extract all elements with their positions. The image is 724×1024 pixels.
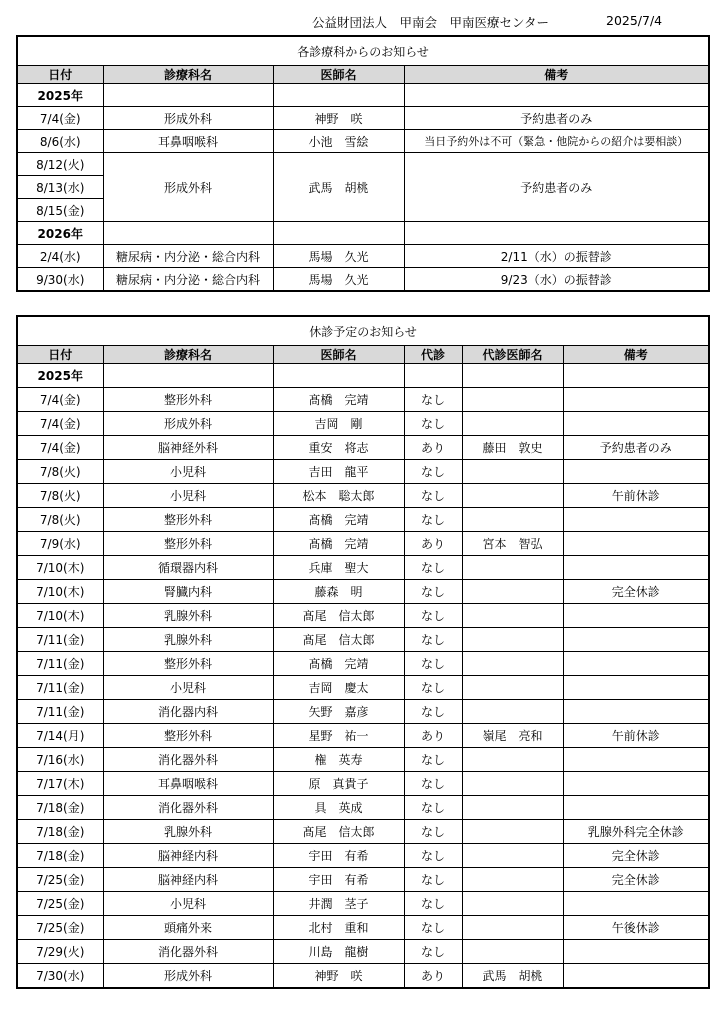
- year-label: 2026年: [17, 222, 103, 245]
- doctor-cell: 川島 龍樹: [273, 940, 404, 964]
- table-row: [17, 436, 709, 460]
- substitute-cell: なし: [404, 676, 462, 700]
- department-cell: 小児科: [103, 484, 273, 508]
- substitute-doctor-cell: 嶺尾 亮和: [462, 724, 563, 748]
- substitute-cell: なし: [404, 916, 462, 940]
- doctor-cell: 神野 咲: [273, 107, 404, 130]
- remarks-cell: [563, 772, 709, 796]
- department-cell: 頭痛外来: [103, 916, 273, 940]
- date-cell: 7/4(金): [17, 412, 103, 436]
- date-cell: 7/4(金): [17, 107, 103, 130]
- remarks-cell: [563, 532, 709, 556]
- date-cell: 7/8(火): [17, 508, 103, 532]
- table-row: [17, 724, 709, 748]
- date-cell: 7/16(水): [17, 748, 103, 772]
- doctor-cell: 宇田 有希: [273, 868, 404, 892]
- date-cell: 7/8(火): [17, 460, 103, 484]
- date-cell: 7/10(木): [17, 556, 103, 580]
- remarks-cell: [563, 412, 709, 436]
- remarks-cell: [563, 964, 709, 989]
- date-cell: 7/18(金): [17, 796, 103, 820]
- table-row: [17, 676, 709, 700]
- department-cell: 形成外科: [103, 964, 273, 989]
- table-row: [17, 820, 709, 844]
- table-row: [17, 107, 709, 130]
- substitute-doctor-cell: 藤田 敦史: [462, 436, 563, 460]
- substitute-doctor-cell: [462, 676, 563, 700]
- department-cell: 耳鼻咽喉科: [103, 130, 273, 153]
- department-cell: 消化器外科: [103, 748, 273, 772]
- substitute-cell: なし: [404, 460, 462, 484]
- remarks-cell: 乳腺外科完全休診: [563, 820, 709, 844]
- table-row: [17, 916, 709, 940]
- remarks-cell: [563, 748, 709, 772]
- remarks-cell: [563, 892, 709, 916]
- department-cell: 整形外科: [103, 652, 273, 676]
- department-cell: 整形外科: [103, 388, 273, 412]
- department-cell: 形成外科: [103, 107, 273, 130]
- department-cell: 乳腺外科: [103, 604, 273, 628]
- table-row: [17, 130, 709, 153]
- document-date: 2025/7/4: [606, 13, 663, 28]
- table-row: [17, 460, 709, 484]
- substitute-cell: なし: [404, 652, 462, 676]
- column-header-doctor: 医師名: [273, 66, 404, 84]
- column-header-remarks: 備考: [404, 66, 709, 84]
- doctor-cell: 藤森 明: [273, 580, 404, 604]
- doctor-cell: 吉岡 慶太: [273, 676, 404, 700]
- table-row: [17, 964, 709, 989]
- remarks-cell: 午前休診: [563, 484, 709, 508]
- date-cell: 7/25(金): [17, 892, 103, 916]
- table-row: [17, 892, 709, 916]
- organization-name: 公益財団法人 甲南会 甲南医療センター: [312, 15, 550, 30]
- substitute-doctor-cell: [462, 916, 563, 940]
- table-row: [17, 844, 709, 868]
- substitute-cell: あり: [404, 436, 462, 460]
- doctor-cell: 吉田 龍平: [273, 460, 404, 484]
- substitute-cell: なし: [404, 796, 462, 820]
- date-cell: 7/8(火): [17, 484, 103, 508]
- remarks-cell: [563, 796, 709, 820]
- date-cell: 8/12(火): [17, 153, 103, 176]
- remarks-cell: 当日予約外は不可（緊急・他院からの紹介は要相談）: [404, 130, 709, 153]
- substitute-doctor-cell: [462, 844, 563, 868]
- column-header-remarks: 備考: [563, 346, 709, 364]
- remarks-cell: 午後休診: [563, 916, 709, 940]
- date-cell: 8/15(金): [17, 199, 103, 222]
- year-row: [17, 364, 709, 388]
- closure-schedule-table: [16, 315, 710, 989]
- column-header-department: 診療科名: [103, 66, 273, 84]
- doctor-cell: 兵庫 聖大: [273, 556, 404, 580]
- substitute-cell: なし: [404, 700, 462, 724]
- date-cell: 7/14(月): [17, 724, 103, 748]
- year-label: 2025年: [17, 84, 103, 107]
- substitute-cell: なし: [404, 940, 462, 964]
- doctor-cell: 宇田 有希: [273, 844, 404, 868]
- substitute-doctor-cell: [462, 748, 563, 772]
- department-cell: 形成外科: [103, 412, 273, 436]
- doctor-cell: 北村 重和: [273, 916, 404, 940]
- year-row: [17, 222, 709, 245]
- doctor-cell: 井潤 茎子: [273, 892, 404, 916]
- substitute-doctor-cell: [462, 484, 563, 508]
- department-cell: 腎臓内科: [103, 580, 273, 604]
- date-cell: 7/18(金): [17, 844, 103, 868]
- doctor-cell: 髙橋 完靖: [273, 508, 404, 532]
- table-row: [17, 604, 709, 628]
- closure-header-row: [17, 346, 709, 364]
- table-row: [17, 268, 709, 292]
- date-cell: 7/29(火): [17, 940, 103, 964]
- date-cell: 8/13(水): [17, 176, 103, 199]
- department-cell: 乳腺外科: [103, 628, 273, 652]
- department-cell: 循環器内科: [103, 556, 273, 580]
- remarks-cell: [563, 508, 709, 532]
- substitute-doctor-cell: [462, 412, 563, 436]
- column-header-date: 日付: [17, 66, 103, 84]
- remarks-cell: [563, 556, 709, 580]
- year-label: 2025年: [17, 364, 103, 388]
- substitute-doctor-cell: [462, 460, 563, 484]
- notice-header-row: [17, 66, 709, 84]
- date-cell: 7/18(金): [17, 820, 103, 844]
- substitute-cell: なし: [404, 868, 462, 892]
- department-cell: 整形外科: [103, 532, 273, 556]
- doctor-cell: 吉岡 剛: [273, 412, 404, 436]
- date-cell: 7/10(木): [17, 604, 103, 628]
- remarks-cell: 予約患者のみ: [563, 436, 709, 460]
- doctor-cell: 原 真貴子: [273, 772, 404, 796]
- remarks-cell: [563, 940, 709, 964]
- remarks-cell: [563, 604, 709, 628]
- doctor-cell: 具 英成: [273, 796, 404, 820]
- remarks-cell: 午前休診: [563, 724, 709, 748]
- doctor-cell: 重安 将志: [273, 436, 404, 460]
- substitute-doctor-cell: [462, 388, 563, 412]
- date-cell: 7/30(水): [17, 964, 103, 989]
- substitute-doctor-cell: [462, 940, 563, 964]
- department-cell: 消化器外科: [103, 940, 273, 964]
- substitute-doctor-cell: 武馬 胡桃: [462, 964, 563, 989]
- doctor-cell: 髙尾 信太郎: [273, 628, 404, 652]
- doctor-cell: 馬場 久光: [273, 245, 404, 268]
- substitute-doctor-cell: [462, 556, 563, 580]
- date-cell: 7/11(金): [17, 676, 103, 700]
- remarks-cell: 予約患者のみ: [404, 153, 709, 222]
- remarks-cell: 予約患者のみ: [404, 107, 709, 130]
- date-cell: 2/4(水): [17, 245, 103, 268]
- substitute-doctor-cell: [462, 796, 563, 820]
- doctor-cell: 武馬 胡桃: [273, 153, 404, 222]
- substitute-cell: あり: [404, 964, 462, 989]
- doctor-cell: 髙橋 完靖: [273, 652, 404, 676]
- date-cell: 7/25(金): [17, 868, 103, 892]
- department-cell: 消化器外科: [103, 796, 273, 820]
- department-cell: 糖尿病・内分泌・総合内科: [103, 268, 273, 292]
- doctor-cell: 星野 祐一: [273, 724, 404, 748]
- table-row: [17, 868, 709, 892]
- page-header: [0, 12, 724, 30]
- substitute-doctor-cell: [462, 628, 563, 652]
- table-row: [17, 508, 709, 532]
- column-header-substitute-doctor: 代診医師名: [462, 346, 563, 364]
- substitute-doctor-cell: [462, 820, 563, 844]
- substitute-doctor-cell: [462, 508, 563, 532]
- substitute-doctor-cell: [462, 868, 563, 892]
- date-cell: 7/10(木): [17, 580, 103, 604]
- substitute-cell: あり: [404, 724, 462, 748]
- remarks-cell: 9/23（水）の振替診: [404, 268, 709, 292]
- closure-rows: [17, 388, 709, 989]
- table-row: [17, 628, 709, 652]
- remarks-cell: [563, 628, 709, 652]
- date-cell: 9/30(水): [17, 268, 103, 292]
- date-cell: 7/4(金): [17, 388, 103, 412]
- year-row: [17, 84, 709, 107]
- remarks-cell: 完全休診: [563, 868, 709, 892]
- department-cell: 消化器内科: [103, 700, 273, 724]
- doctor-cell: 矢野 嘉彦: [273, 700, 404, 724]
- doctor-cell: 髙尾 信太郎: [273, 820, 404, 844]
- substitute-doctor-cell: [462, 652, 563, 676]
- table-row: [17, 484, 709, 508]
- table-row: [17, 748, 709, 772]
- substitute-cell: なし: [404, 604, 462, 628]
- table-row: [17, 153, 709, 176]
- column-header-doctor: 医師名: [273, 346, 404, 364]
- substitute-cell: なし: [404, 748, 462, 772]
- substitute-cell: なし: [404, 772, 462, 796]
- table-row: [17, 940, 709, 964]
- substitute-doctor-cell: [462, 700, 563, 724]
- column-header-date: 日付: [17, 346, 103, 364]
- substitute-cell: なし: [404, 484, 462, 508]
- remarks-cell: [563, 700, 709, 724]
- substitute-cell: なし: [404, 580, 462, 604]
- table-row: [17, 700, 709, 724]
- substitute-doctor-cell: [462, 604, 563, 628]
- table-row: [17, 245, 709, 268]
- column-header-substitute: 代診: [404, 346, 462, 364]
- table-row: [17, 388, 709, 412]
- date-cell: 7/25(金): [17, 916, 103, 940]
- department-cell: 乳腺外科: [103, 820, 273, 844]
- date-cell: 8/6(水): [17, 130, 103, 153]
- substitute-doctor-cell: 宮本 智弘: [462, 532, 563, 556]
- substitute-doctor-cell: [462, 580, 563, 604]
- department-cell: 小児科: [103, 460, 273, 484]
- date-cell: 7/11(金): [17, 628, 103, 652]
- date-cell: 7/11(金): [17, 652, 103, 676]
- department-cell: 脳神経外科: [103, 436, 273, 460]
- substitute-doctor-cell: [462, 892, 563, 916]
- substitute-cell: なし: [404, 820, 462, 844]
- remarks-cell: [563, 460, 709, 484]
- remarks-cell: 完全休診: [563, 580, 709, 604]
- remarks-cell: 2/11（水）の振替診: [404, 245, 709, 268]
- doctor-cell: 髙橋 完靖: [273, 388, 404, 412]
- closure-title: 休診予定のお知らせ: [17, 316, 709, 346]
- table-row: [17, 532, 709, 556]
- department-cell: 整形外科: [103, 508, 273, 532]
- remarks-cell: [563, 652, 709, 676]
- substitute-cell: なし: [404, 892, 462, 916]
- department-notice-table: [16, 35, 710, 292]
- doctor-cell: 松本 聡太郎: [273, 484, 404, 508]
- substitute-doctor-cell: [462, 772, 563, 796]
- table-row: [17, 796, 709, 820]
- substitute-cell: なし: [404, 844, 462, 868]
- department-cell: 脳神経内科: [103, 844, 273, 868]
- table-row: [17, 580, 709, 604]
- notice-title: 各診療科からのお知らせ: [17, 36, 709, 66]
- date-cell: 7/9(水): [17, 532, 103, 556]
- column-header-department: 診療科名: [103, 346, 273, 364]
- substitute-cell: なし: [404, 412, 462, 436]
- substitute-cell: なし: [404, 508, 462, 532]
- remarks-cell: [563, 676, 709, 700]
- date-cell: 7/17(木): [17, 772, 103, 796]
- table-row: [17, 412, 709, 436]
- substitute-cell: なし: [404, 628, 462, 652]
- substitute-cell: なし: [404, 556, 462, 580]
- remarks-cell: [563, 388, 709, 412]
- table-row: [17, 556, 709, 580]
- substitute-cell: あり: [404, 532, 462, 556]
- date-cell: 7/11(金): [17, 700, 103, 724]
- doctor-cell: 髙尾 信太郎: [273, 604, 404, 628]
- doctor-cell: 髙橋 完靖: [273, 532, 404, 556]
- department-cell: 脳神経内科: [103, 868, 273, 892]
- substitute-cell: なし: [404, 388, 462, 412]
- department-cell: 小児科: [103, 676, 273, 700]
- department-cell: 整形外科: [103, 724, 273, 748]
- doctor-cell: 小池 雪絵: [273, 130, 404, 153]
- remarks-cell: 完全休診: [563, 844, 709, 868]
- table-row: [17, 772, 709, 796]
- department-cell: 形成外科: [103, 153, 273, 222]
- doctor-cell: 馬場 久光: [273, 268, 404, 292]
- doctor-cell: 権 英寿: [273, 748, 404, 772]
- doctor-cell: 神野 咲: [273, 964, 404, 989]
- department-cell: 小児科: [103, 892, 273, 916]
- department-cell: 糖尿病・内分泌・総合内科: [103, 245, 273, 268]
- department-cell: 耳鼻咽喉科: [103, 772, 273, 796]
- table-row: [17, 652, 709, 676]
- date-cell: 7/4(金): [17, 436, 103, 460]
